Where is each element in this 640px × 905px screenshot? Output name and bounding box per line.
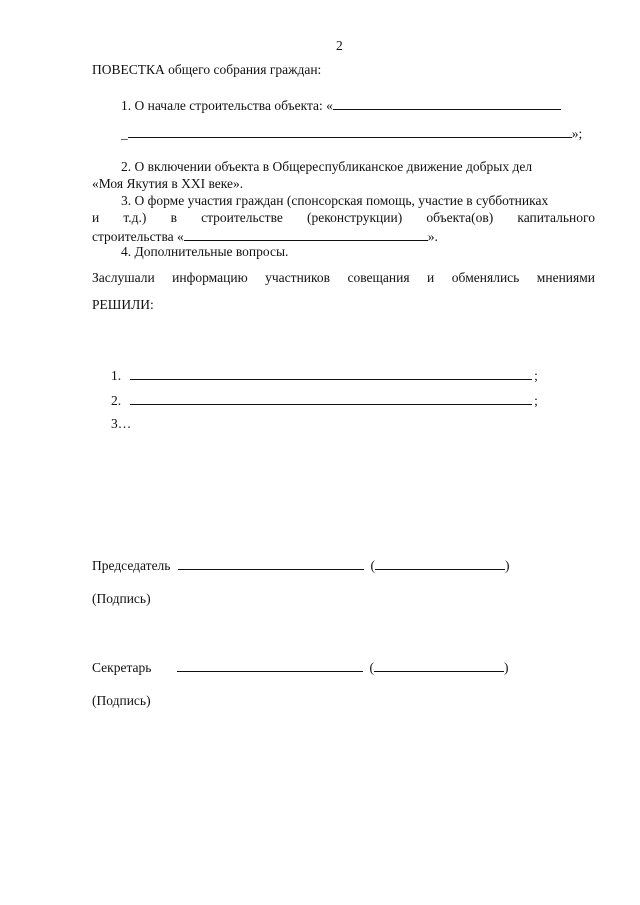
- agenda-item-2-line2: «Моя Якутия в XXI веке».: [92, 176, 244, 191]
- decision-number: 2.: [111, 393, 122, 408]
- decision-item-2: [111, 391, 538, 409]
- agenda-item-1: [121, 96, 561, 114]
- agenda-item-1-continuation: [121, 124, 582, 142]
- secretary-label: Секретарь: [92, 660, 152, 675]
- agenda-item-3-blank: [184, 227, 428, 241]
- agenda-item-2-line1: 2. О включении объекта в Общереспубликанское движение добрых дел: [121, 159, 533, 174]
- decision-number: 1.: [111, 368, 122, 383]
- decision-end: ;: [534, 368, 538, 383]
- agenda-item-1-blank: [333, 96, 561, 110]
- secretary-signature-blank: [177, 658, 363, 672]
- agenda-item-1-cont-prefix: _: [121, 126, 128, 141]
- agenda-item-3-line3: [92, 227, 438, 245]
- decision-item-3: [111, 416, 131, 432]
- agenda-item-4: 4. Дополнительные вопросы.: [121, 244, 289, 259]
- chairman-signature-caption: (Подпись): [92, 591, 151, 606]
- open-paren: (: [369, 660, 374, 675]
- chairman-signature-blank: [178, 556, 364, 570]
- secretary-name-blank: [374, 658, 504, 672]
- agenda-item-3-text: строительства «: [92, 229, 184, 244]
- agenda-title: ПОВЕСТКА общего собрания граждан:: [92, 62, 322, 77]
- close-paren: ): [503, 660, 509, 675]
- open-paren: (: [370, 558, 375, 573]
- agenda-item-1-end: »;: [571, 126, 583, 141]
- secretary-signature-line: [92, 658, 508, 676]
- agenda-item-3-line2: и т.д.) в строительстве (реконструкции) объекта(ов) капитального: [92, 210, 595, 225]
- decision-blank: [130, 366, 532, 380]
- decision-item-1: [111, 366, 538, 384]
- agenda-item-3-line1: 3. О форме участия граждан (спонсорская помощь, участие в субботниках: [121, 193, 549, 208]
- decision-blank: [130, 391, 532, 405]
- decision-number: 3…: [111, 416, 132, 431]
- page-number: 2: [336, 38, 343, 53]
- agenda-item-1-cont-blank: [128, 124, 572, 138]
- heard-line: Заслушали информацию участников совещания и обменялись мнениями: [92, 270, 595, 285]
- agenda-item-1-text: 1. О начале строительства объекта: «: [121, 98, 333, 113]
- close-paren: ): [504, 558, 510, 573]
- chairman-label: Председатель: [92, 558, 171, 573]
- agenda-item-3-end: ».: [427, 229, 438, 244]
- decision-end: ;: [534, 393, 538, 408]
- chairman-name-blank: [375, 556, 505, 570]
- secretary-signature-caption: (Подпись): [92, 693, 151, 708]
- chairman-signature-line: [92, 556, 509, 574]
- decided-heading: РЕШИЛИ:: [92, 297, 154, 312]
